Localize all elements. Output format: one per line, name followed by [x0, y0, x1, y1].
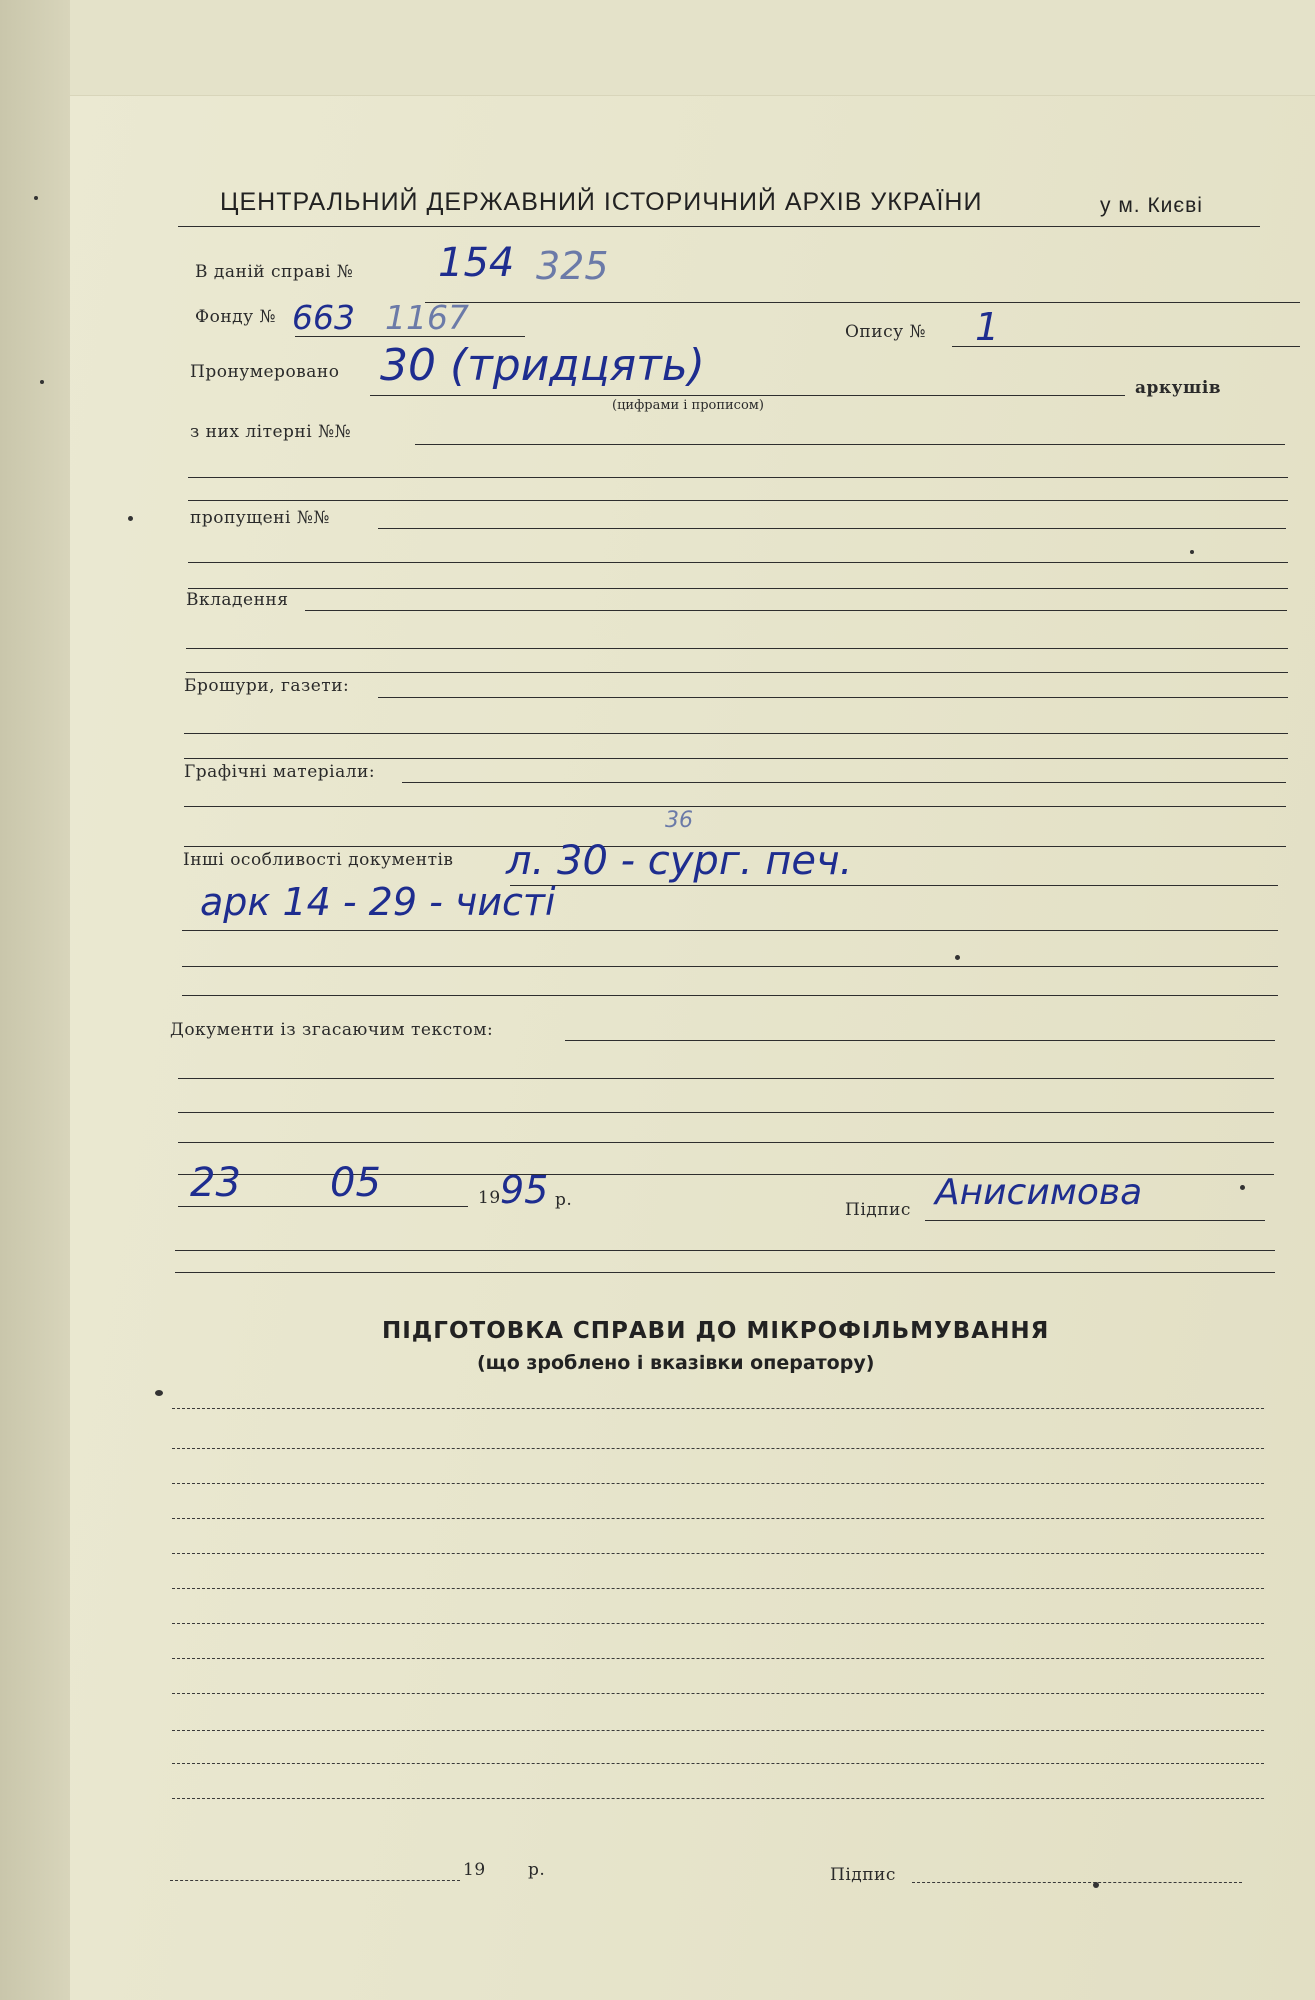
sheet-top-strip [70, 0, 1315, 96]
fond-label: Фонду № [195, 307, 277, 327]
numbered-label: Пронумеровано [190, 362, 340, 382]
other-value-line-2: арк 14 - 29 - чисті [200, 880, 556, 924]
inserts-line-3 [186, 672, 1288, 673]
date-year-end: р. [555, 1190, 573, 1210]
brochures-line-1 [378, 697, 1288, 698]
microfilm-title: ПІДГОТОВКА СПРАВИ ДО МІКРОФІЛЬМУВАННЯ [382, 1318, 1050, 1344]
form-rule-1 [175, 1250, 1275, 1251]
microfilm-signature-label: Підпис [830, 1865, 896, 1885]
scan-speck [128, 516, 133, 521]
case-number: 154 [438, 240, 515, 286]
signature-label: Підпис [845, 1200, 911, 1220]
other-value-superscript: 36 [665, 808, 693, 833]
microfilm-line-5 [172, 1553, 1264, 1554]
date-line [178, 1206, 468, 1207]
scan-speck [955, 955, 960, 960]
scan-speck [1240, 1185, 1245, 1190]
microfilm-subtitle: (що зроблено і вказівки оператору) [477, 1352, 875, 1374]
missing-label: пропущені №№ [190, 508, 330, 528]
faded-line-3 [178, 1112, 1274, 1113]
faded-line-1 [565, 1040, 1275, 1041]
microfilm-year-prefix: 19 [463, 1860, 486, 1880]
form-rule-2 [175, 1272, 1275, 1273]
microfilm-line-1 [172, 1408, 1264, 1409]
sheets-label: аркушів [1135, 378, 1222, 398]
microfilm-line-2 [172, 1448, 1264, 1449]
case-number-line [425, 302, 1300, 303]
signature-line [925, 1220, 1265, 1221]
numbered-line [370, 395, 1125, 396]
microfilm-line-8 [172, 1658, 1264, 1659]
inserts-line-2 [186, 648, 1288, 649]
microfilm-year-end: р. [528, 1860, 546, 1880]
other-line-3 [182, 966, 1278, 967]
other-line-1 [510, 885, 1278, 886]
microfilm-line-11 [172, 1763, 1264, 1764]
date-year-prefix: 19 [478, 1188, 501, 1208]
scan-speck [1093, 1882, 1099, 1888]
graphic-line-1 [402, 782, 1286, 783]
fond-number-alt: 1167 [385, 298, 469, 337]
numbered-value: 30 (тридцять) [380, 340, 705, 391]
case-label: В даній справі № [195, 262, 354, 282]
scan-speck [1190, 550, 1194, 554]
brochures-line-3 [184, 758, 1288, 759]
signature-value: Анисимова [935, 1172, 1143, 1213]
letter-line-2 [188, 477, 1288, 478]
scan-left-edge [0, 0, 70, 2000]
microfilm-line-9 [172, 1693, 1264, 1694]
letter-label: з них літерні №№ [190, 422, 352, 442]
microfilm-line-6 [172, 1588, 1264, 1589]
microfilm-line-4 [172, 1518, 1264, 1519]
brochures-line-2 [184, 733, 1288, 734]
missing-line-2 [188, 562, 1288, 563]
date-year-suffix: 95 [500, 1168, 549, 1212]
opys-label: Опису № [845, 322, 927, 342]
scan-speck [155, 1390, 163, 1396]
opys-number-line [952, 346, 1300, 347]
microfilm-signature-line [912, 1882, 1242, 1883]
case-number-alt: 325 [536, 244, 609, 288]
fond-number-line [295, 336, 525, 337]
letter-line-1 [415, 444, 1285, 445]
inserts-line-1 [305, 610, 1287, 611]
archive-title: ЦЕНТРАЛЬНИЙ ДЕРЖАВНИЙ ІСТОРИЧНИЙ АРХІВ УКРАЇНИ [220, 188, 983, 216]
other-line-4 [182, 995, 1278, 996]
missing-line-3 [188, 588, 1288, 589]
other-line-2 [182, 930, 1278, 931]
letter-line-3 [188, 500, 1288, 501]
graphic-label: Графічні матеріали: [184, 762, 376, 782]
other-value-line-1: л. 30 - сург. печ. [506, 838, 853, 884]
brochures-label: Брошури, газети: [184, 676, 350, 696]
inserts-label: Вкладення [186, 590, 289, 610]
faded-line-2 [178, 1078, 1274, 1079]
faded-line-4 [178, 1142, 1274, 1143]
microfilm-date-line [170, 1880, 460, 1881]
date-month: 05 [330, 1160, 381, 1206]
microfilm-line-7 [172, 1623, 1264, 1624]
graphic-line-2 [184, 806, 1286, 807]
scan-speck [40, 380, 44, 384]
scan-speck [34, 196, 38, 200]
archive-city: у м. Києві [1100, 194, 1203, 217]
header-rule [178, 226, 1260, 227]
microfilm-line-10 [172, 1730, 1264, 1731]
fond-number: 663 [292, 298, 355, 337]
microfilm-line-12 [172, 1798, 1264, 1799]
missing-line-1 [378, 528, 1286, 529]
opys-number: 1 [975, 305, 1000, 349]
archive-form-sheet [70, 0, 1315, 2000]
numbered-hint: (цифрами і прописом) [612, 398, 764, 413]
date-day: 23 [190, 1160, 241, 1206]
other-label: Інші особливості документів [183, 850, 454, 870]
faded-label: Документи із згасаючим текстом: [170, 1020, 494, 1040]
microfilm-line-3 [172, 1483, 1264, 1484]
